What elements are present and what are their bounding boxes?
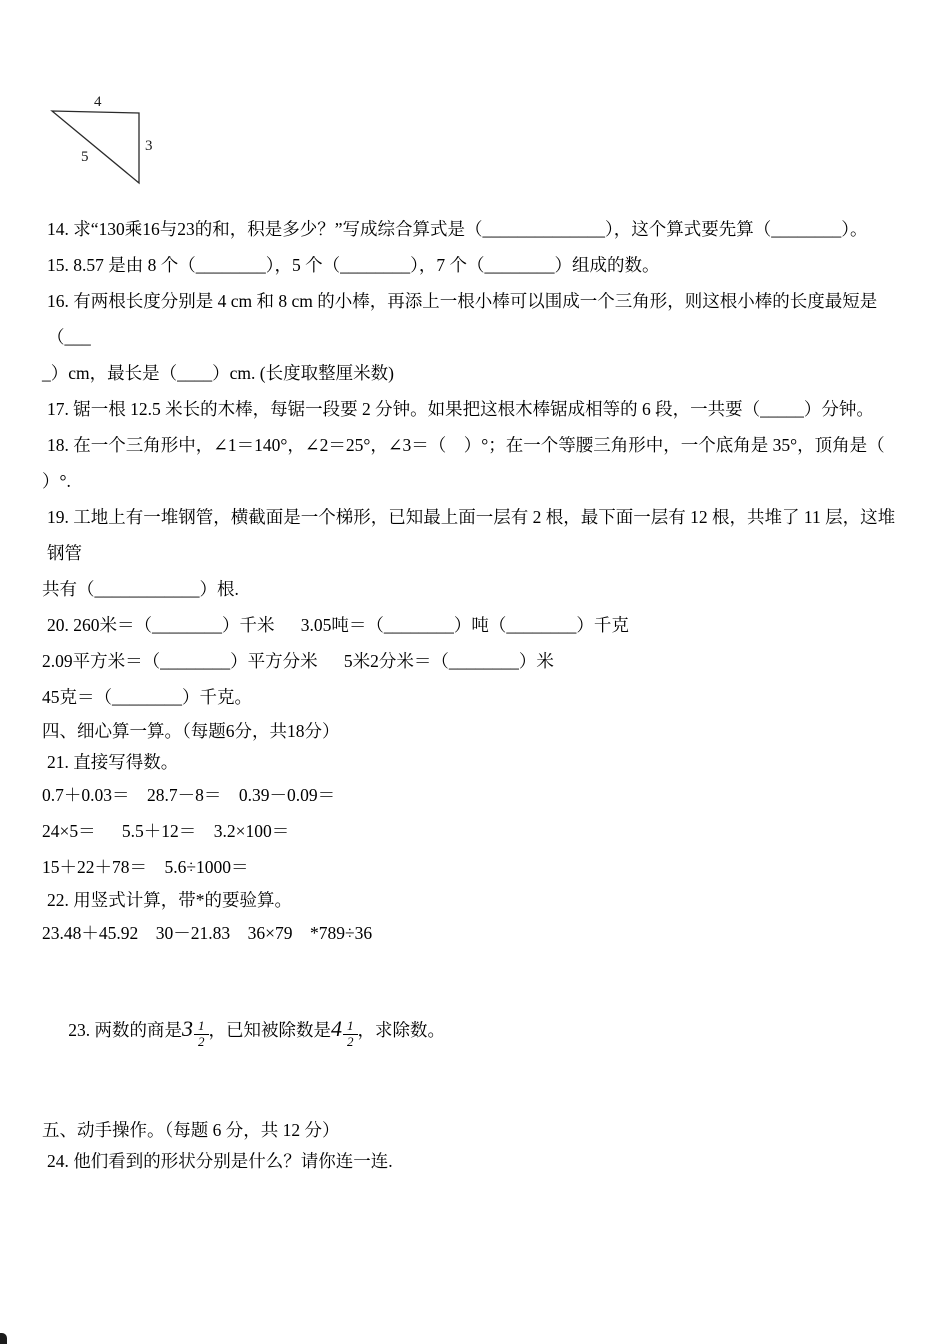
mixed-number-1: [182, 1016, 209, 1049]
question-20-line1: 20. 260米＝（________）千米 3.05吨＝（________）吨（________）千克: [47, 615, 629, 635]
question-21-row2: 24×5＝ 5.5＋12＝ 3.2×100＝: [42, 821, 290, 841]
question-23-suffix: ，求除数。: [357, 1020, 445, 1040]
question-16-line1: 16. 有两根长度分别是 4 cm 和 8 cm 的小棒，再添上一根小棒可以围成一个三角形，则这根小棒的长度最短是（___: [47, 291, 878, 347]
question-21: 21. 直接写得数。: [47, 752, 179, 772]
question-20-line2: 2.09平方米＝（________）平方分米 5米2分米＝（________）米: [42, 651, 554, 671]
fraction-2-numerator: 1: [343, 1019, 358, 1035]
question-21-row1: 0.7＋0.03＝ 28.7－8＝ 0.39－0.09＝: [42, 785, 336, 805]
question-23-middle: ，已知被除数是: [208, 1020, 331, 1040]
scan-artifact: [0, 1333, 7, 1344]
question-14: 14. 求“130乘16与23的和，积是多少？”写成综合算式是（______________），这个算式要先算（________）。: [47, 219, 868, 239]
mixed-number-2-fraction: [343, 1019, 358, 1050]
section-4-header: 四、细心算一算。（每题6分，共18分）: [42, 721, 340, 741]
triangle-top-side-label: 4: [94, 95, 102, 110]
triangle-right-side-label: 3: [145, 138, 153, 154]
question-23-prefix: 23. 两数的商是: [68, 1020, 182, 1040]
question-19-line1: 19. 工地上有一堆钢管，横截面是一个梯形，已知最上面一层有 2 根，最下面一层有 12 根，共堆了 11 层，这堆钢管: [47, 507, 896, 563]
mixed-number-2-whole: 4: [331, 1016, 342, 1041]
question-24: 24. 他们看到的形状分别是什么？请你连一连.: [47, 1151, 393, 1171]
question-18-line1: 18. 在一个三角形中，∠1＝140°，∠2＝25°，∠3＝（ ）°；在一个等腰三角形中，一个底角是 35°，顶角是（: [47, 435, 885, 455]
triangle-hypotenuse-label: 5: [81, 149, 89, 165]
question-22: 22. 用竖式计算，带*的要验算。: [47, 890, 292, 910]
question-22-row: 23.48＋45.92 30－21.83 36×79 *789÷36: [42, 923, 373, 943]
mixed-number-2: [331, 1016, 358, 1049]
question-20-line3: 45克＝（________）千克。: [42, 687, 252, 707]
fraction-1-numerator: 1: [194, 1019, 209, 1035]
triangle-figure-svg: [44, 95, 169, 191]
question-23: [42, 957, 912, 1102]
mixed-number-1-fraction: [194, 1019, 209, 1050]
triangle-shape: [52, 111, 139, 183]
exam-body: [42, 211, 912, 1176]
question-18-line2: ）°.: [42, 471, 71, 491]
question-17: 17. 锯一根 12.5 米长的木棒，每锯一段要 2 分钟。如果把这根木棒锯成相等的 6 段，一共要（_____）分钟。: [47, 399, 874, 419]
triangle-figure: [44, 95, 912, 191]
question-19-line2: 共有（____________）根.: [42, 579, 239, 599]
fraction-1-denominator: 2: [198, 1034, 205, 1049]
question-15: 15. 8.57 是由 8 个（________），5 个（________），7 个（________）组成的数。: [47, 255, 660, 275]
section-5-header: 五、动手操作。（每题 6 分，共 12 分）: [42, 1120, 340, 1140]
fraction-2-denominator: 2: [347, 1034, 354, 1049]
question-16-line2: _）cm，最长是（____）cm. (长度取整厘米数): [42, 363, 394, 383]
mixed-number-1-whole: 3: [182, 1016, 193, 1041]
question-21-row3: 15＋22＋78＝ 5.6÷1000＝: [42, 857, 249, 877]
